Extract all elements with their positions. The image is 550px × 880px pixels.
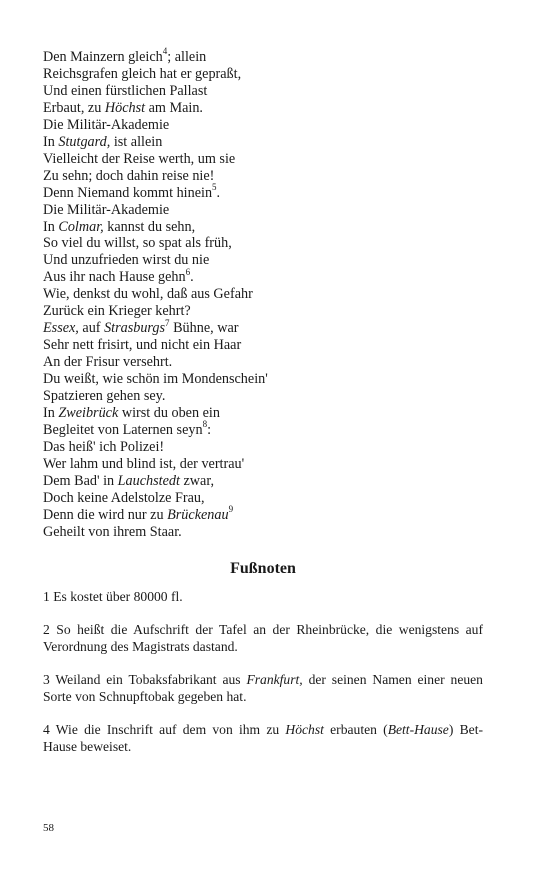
text-run: Und einen fürstlichen Pallast [43, 82, 208, 99]
text-run: Sehr nett frisirt, und nicht ein Haar [43, 337, 242, 354]
poem-line [43, 235, 483, 252]
italic-text: Stutgard, [58, 133, 111, 150]
italic-text: Strasburgs [104, 320, 166, 337]
poem-line [43, 354, 483, 371]
text-run: ; allein [167, 49, 207, 65]
footnotes [43, 588, 483, 755]
footnote-marker[interactable]: 7 [165, 317, 170, 328]
footnote [43, 721, 483, 755]
poem-line [43, 286, 483, 303]
text-run: ist allein [110, 133, 163, 150]
poem-line [43, 405, 483, 422]
poem-line [43, 202, 483, 219]
poem-line [43, 66, 483, 83]
italic-text: Bett-Hause [387, 721, 449, 737]
text-run: Aus ihr nach Hause gehn [43, 269, 186, 286]
italic-text: Essex, [43, 320, 79, 337]
italic-text: Höchst [104, 99, 146, 116]
text-run: ) Bet-Hause beweiset. [43, 721, 483, 754]
poem-line [43, 388, 483, 405]
italic-text: Lauchstedt [117, 472, 180, 489]
poem-line [43, 439, 483, 456]
poem-line [43, 371, 483, 388]
text-run: erbauten ( [323, 721, 388, 737]
poem-line [43, 83, 483, 100]
italic-text: Zweibrück [58, 405, 119, 422]
poem-line [43, 317, 483, 337]
text-run: 2 So heißt die Aufschrift der Tafel an der Rheinbrücke, die wenigstens auf Verordnung des Magistrats dastand. [43, 621, 483, 654]
footnote-marker[interactable]: 6 [185, 266, 191, 277]
poem-line [43, 151, 483, 168]
poem-line [43, 252, 483, 269]
text-run: Und unzufrieden wirst du nie [43, 252, 210, 269]
poem-line [43, 419, 483, 439]
poem-line [43, 473, 483, 490]
text-run: Reichsgrafen gleich hat er gepraßt, [43, 65, 242, 82]
footnote-marker[interactable]: 4 [162, 46, 168, 57]
text-run: In [43, 133, 59, 150]
text-run: Geheilt von ihrem Staar. [43, 523, 182, 540]
poem-line [43, 490, 483, 507]
text-run: An der Frisur versehrt. [43, 354, 173, 371]
text-run: auf [78, 320, 105, 337]
italic-text: Brückenau [167, 506, 229, 523]
text-run: Wie, denkst du wohl, daß aus Gefahr [43, 286, 253, 303]
text-run: Denn Niemand kommt hinein [43, 184, 213, 201]
footnote [43, 671, 483, 705]
italic-text: Höchst [285, 721, 324, 737]
text-run: Die Militär-Akademie [43, 116, 170, 133]
poem-line [43, 134, 483, 151]
page-number: 58 [43, 822, 54, 834]
poem-line [43, 524, 483, 541]
text-run: Die Militär-Akademie [43, 201, 170, 218]
text-run: kannst du sehn, [103, 218, 196, 235]
poem-line [43, 46, 483, 66]
text-run: Zurück ein Krieger kehrt? [43, 303, 191, 320]
poem-line [43, 219, 483, 236]
text-run: . [216, 184, 221, 201]
text-run: 4 Wie die Inschrift auf dem von ihm zu [43, 721, 286, 737]
footnote [43, 588, 483, 605]
text-run: 3 Weiland ein Tobaksfabrikant aus [43, 671, 247, 687]
text-run: Das heiß' ich Polizei! [43, 438, 165, 455]
footnote-marker[interactable]: 9 [228, 504, 234, 514]
footnote-marker[interactable]: 8 [202, 419, 208, 430]
text-run: Doch keine Adelstolze Frau, [43, 489, 205, 506]
poem-line [43, 337, 483, 354]
footnote [43, 621, 483, 655]
poem-line [43, 181, 483, 202]
page-body [43, 46, 483, 771]
poem-line [43, 303, 483, 320]
text-run: Vielleicht der Reise werth, um sie [43, 150, 236, 167]
poem-line [43, 504, 483, 524]
text-run: Bühne, war [169, 320, 239, 337]
italic-text: Colmar, [58, 218, 104, 235]
poem-line [43, 266, 483, 286]
text-run: 1 Es kostet über 80000 fl. [43, 588, 183, 604]
text-run: Begleitet von Laternen seyn [43, 421, 203, 438]
text-run: Du weißt, wie schön im Mondenschein' [43, 371, 268, 388]
poem-line [43, 100, 483, 117]
text-run: So viel du willst, so spat als früh, [43, 235, 232, 252]
text-run: der seinen Namen einer neuen Sorte von Schnupftobak gegeben hat. [43, 671, 483, 704]
footnotes-heading: Fußnoten [230, 559, 296, 577]
text-run: Denn die wird nur zu [43, 506, 168, 523]
text-run: : [207, 421, 212, 438]
poem-line [43, 117, 483, 134]
text-run: am Main. [145, 99, 203, 116]
poem-line [43, 456, 483, 473]
text-run: Den Mainzern gleich [43, 49, 163, 65]
text-run: Spatzieren gehen sey. [43, 388, 166, 405]
text-run: In [43, 218, 59, 235]
footnote-marker[interactable]: 5 [212, 181, 217, 192]
text-run: zwar, [179, 472, 215, 489]
italic-text: Frankfurt, [246, 671, 303, 687]
text-run: Zu sehn; doch dahin reise nie! [43, 167, 215, 184]
poem [43, 46, 483, 541]
text-run: Dem Bad' in [43, 472, 118, 489]
text-run: wirst du oben ein [118, 405, 220, 422]
poem-line [43, 168, 483, 185]
text-run: In [43, 405, 59, 422]
text-run: . [190, 269, 194, 286]
text-run: Wer lahm und blind ist, der vertrau' [43, 455, 245, 472]
text-run: Erbaut, zu [43, 99, 105, 116]
